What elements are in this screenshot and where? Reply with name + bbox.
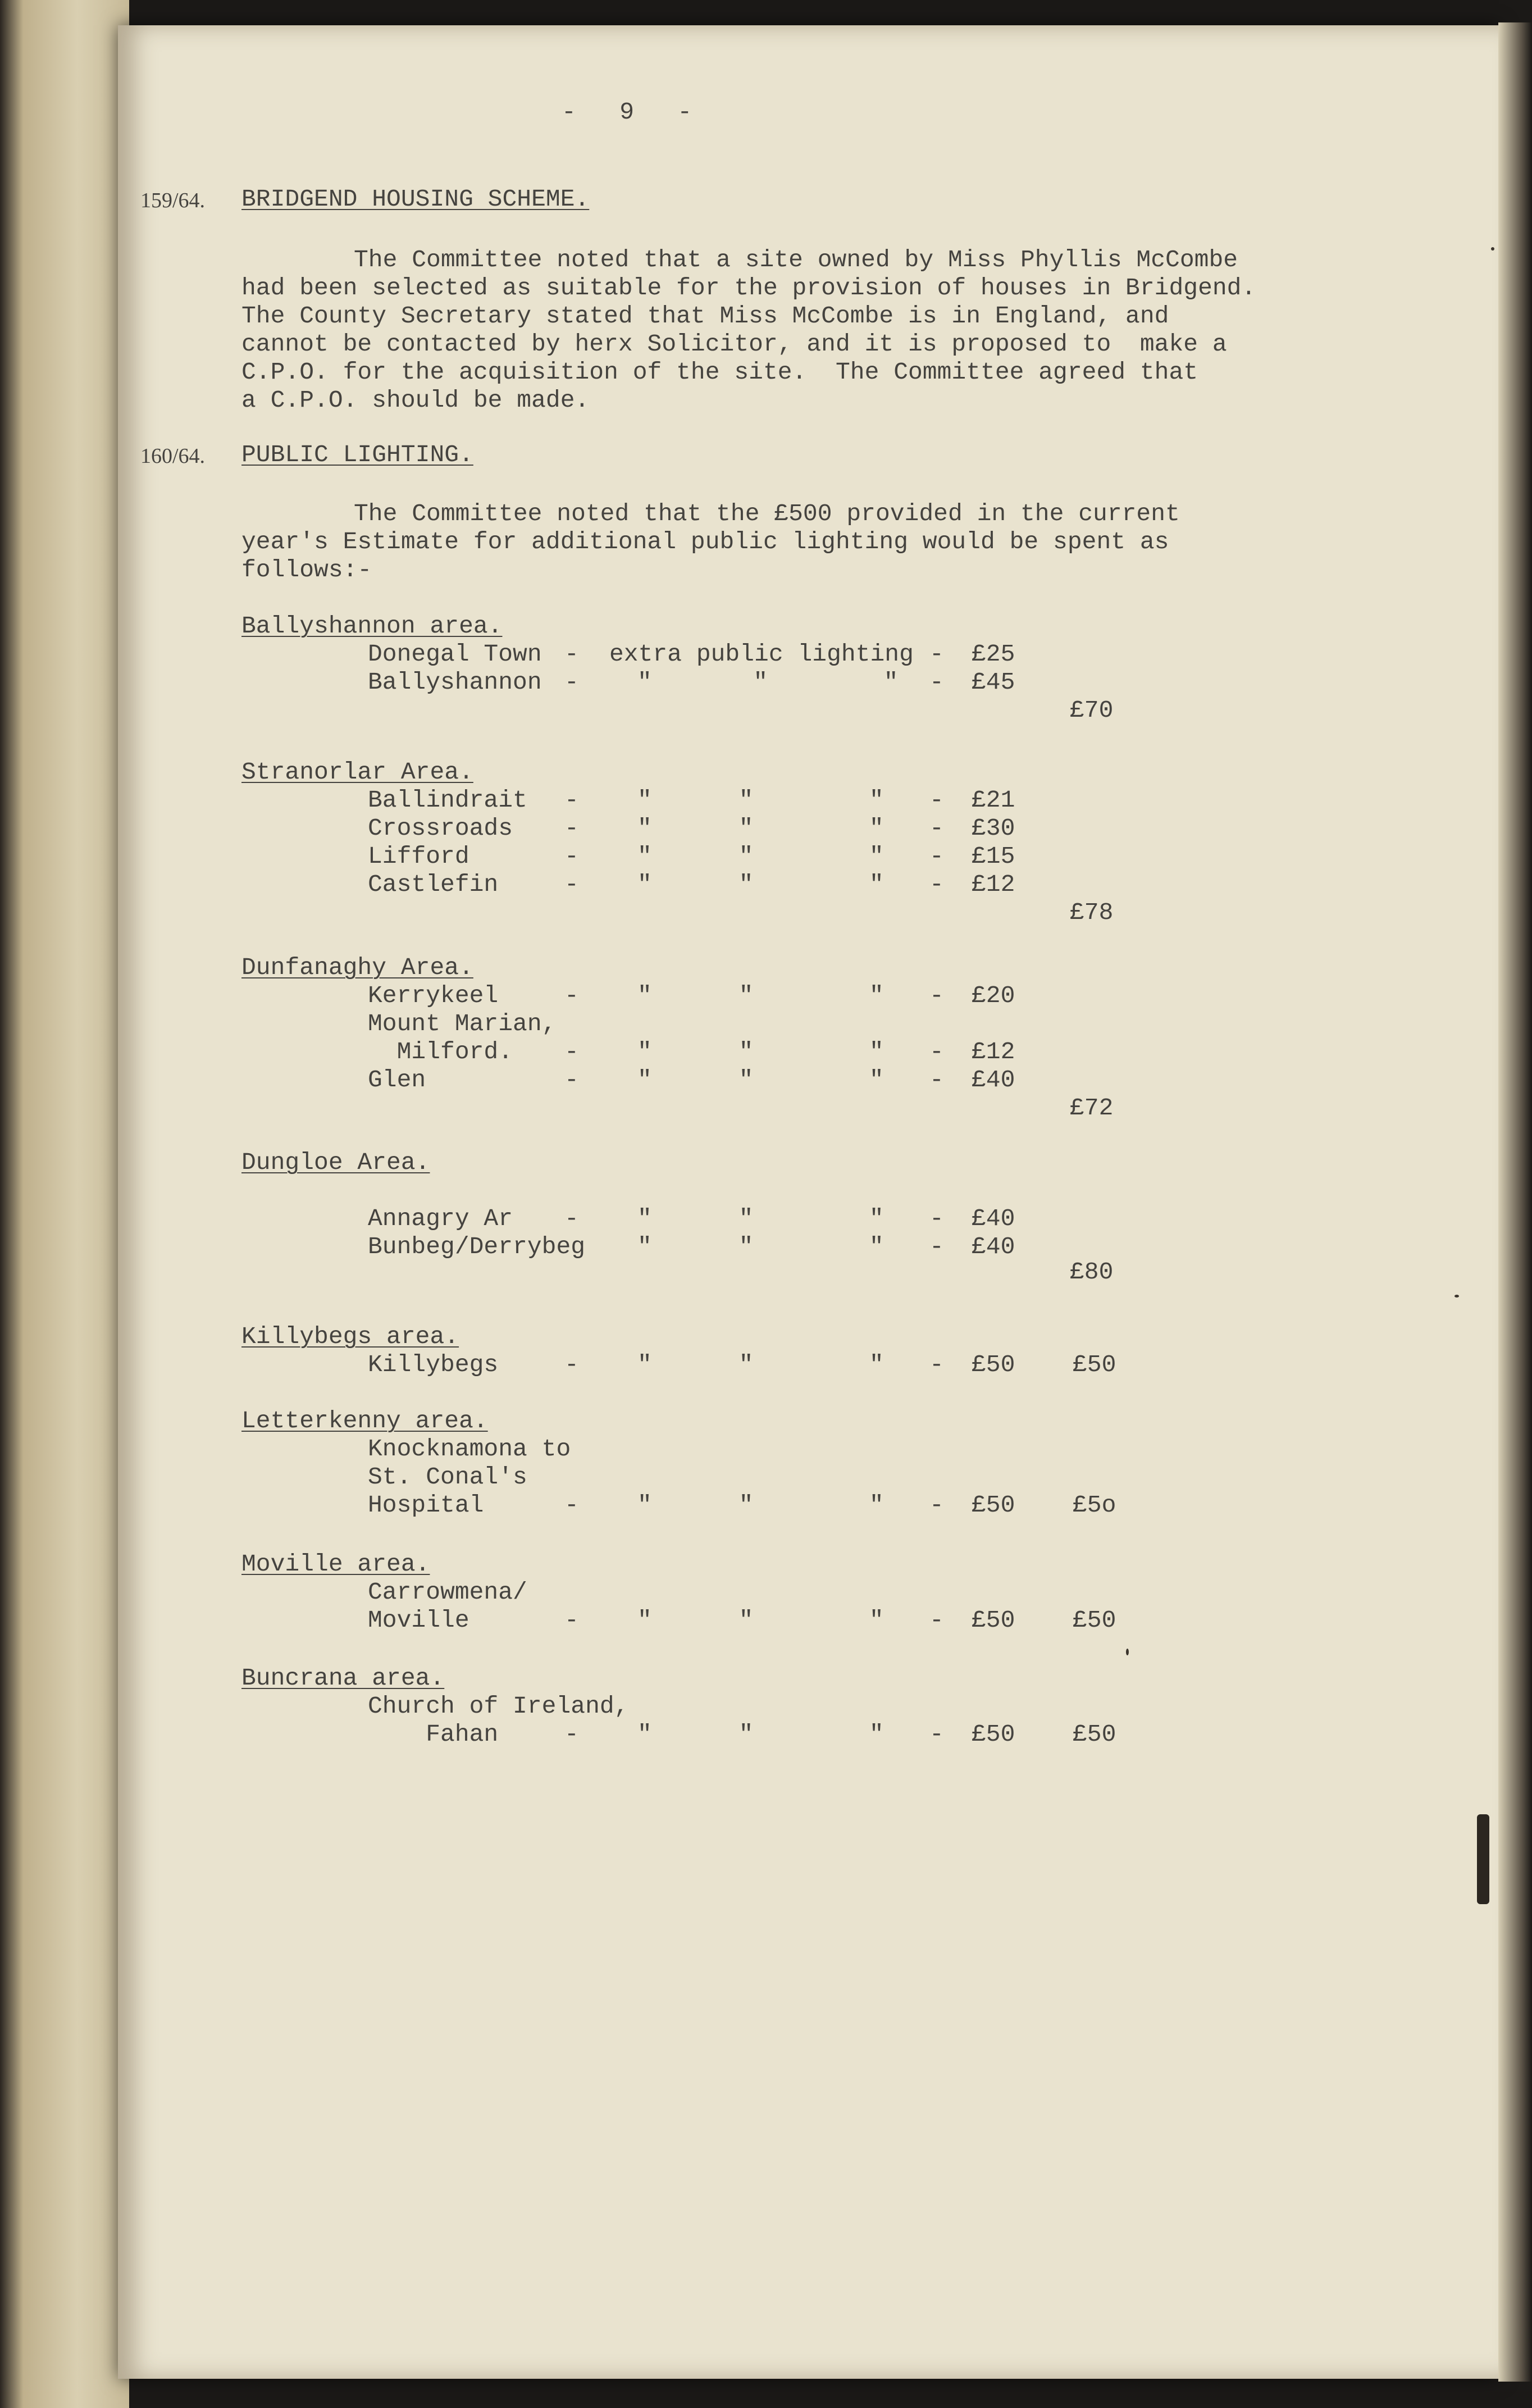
dash: - — [564, 1066, 579, 1094]
description: " " " — [637, 1720, 884, 1748]
dash: - — [929, 1038, 944, 1066]
amount: £21 — [972, 786, 1015, 814]
amount: £20 — [972, 982, 1015, 1009]
description: " " " — [637, 1606, 884, 1634]
dash: - — [929, 786, 944, 814]
page-number: - 9 - — [562, 98, 692, 126]
place-name: Fahan — [368, 1720, 499, 1748]
dash: - — [929, 871, 944, 898]
amount: £50 — [972, 1351, 1015, 1378]
minute-ref: 160/64. — [140, 444, 206, 468]
area-heading: Dungloe Area. — [241, 1149, 430, 1176]
dash: - — [564, 843, 579, 870]
dash: - — [564, 786, 579, 814]
area-heading: Ballyshannon area. — [241, 612, 503, 640]
dash: - — [929, 843, 944, 870]
description: " " " — [637, 1491, 884, 1519]
amount: £12 — [972, 1038, 1015, 1066]
dash: - — [564, 814, 579, 842]
area-heading: Killybegs area. — [241, 1323, 459, 1350]
amount: £45 — [972, 668, 1015, 696]
description: " " " — [637, 1351, 884, 1378]
dash: - — [929, 982, 944, 1009]
amount: £30 — [972, 814, 1015, 842]
dash: - — [929, 640, 944, 668]
area-heading: Moville area. — [241, 1550, 430, 1578]
area-total: £50 — [1073, 1606, 1116, 1634]
dash: - — [564, 1606, 579, 1634]
place-name: Church of Ireland, — [368, 1692, 629, 1720]
place-name: Carrowmena/ — [368, 1578, 527, 1606]
amount: £50 — [972, 1606, 1015, 1634]
page-right-edge — [1498, 22, 1532, 2382]
paragraph-line: follows:- — [241, 556, 372, 584]
binding-edge — [0, 0, 129, 2408]
amount: £12 — [972, 871, 1015, 898]
paragraph-line: The County Secretary stated that Miss McCombe is in England, and — [241, 302, 1169, 330]
paragraph-line: The Committee noted that a site owned by Miss Phyllis McCombe — [354, 246, 1238, 274]
dash: - — [564, 982, 579, 1009]
description: " " " — [637, 786, 884, 814]
area-total: £5o — [1073, 1491, 1116, 1519]
scan-speck — [1126, 1649, 1129, 1655]
area-total: £50 — [1073, 1720, 1116, 1748]
dash: - — [564, 871, 579, 898]
scan-speck — [1455, 1295, 1459, 1298]
place-name: Annagry Ar — [368, 1205, 513, 1232]
minute-ref: 159/64. — [140, 189, 206, 212]
dash: - — [929, 668, 944, 696]
place-name: Bunbeg/Derrybeg — [368, 1233, 586, 1260]
description: " " " — [637, 1205, 884, 1232]
dash: - — [564, 668, 579, 696]
place-name: Killybegs — [368, 1351, 499, 1378]
paragraph-line: year's Estimate for additional public lighting would be spent as — [241, 528, 1169, 556]
dash: - — [564, 1205, 579, 1232]
area-total: £80 — [1070, 1258, 1114, 1286]
dash: - — [929, 1205, 944, 1232]
dash: - — [564, 640, 579, 668]
place-name: Hospital — [368, 1491, 484, 1519]
amount: £50 — [972, 1491, 1015, 1519]
description: " " " — [637, 843, 884, 870]
place-name: Crossroads — [368, 814, 513, 842]
dash: - — [929, 1233, 944, 1260]
place-name: Kerrykeel — [368, 982, 499, 1009]
dash: - — [929, 1066, 944, 1094]
amount: £40 — [972, 1233, 1015, 1260]
paragraph-line: cannot be contacted by herx Solicitor, and it is proposed to make a — [241, 330, 1227, 358]
description: " " " — [637, 871, 884, 898]
dash: - — [929, 1491, 944, 1519]
description: " " " — [637, 1038, 884, 1066]
place-name: Castlefin — [368, 871, 499, 898]
amount: £25 — [972, 640, 1015, 668]
description: " " " — [637, 668, 899, 696]
area-total: £70 — [1070, 697, 1114, 724]
paragraph-line: The Committee noted that the £500 provided in the current — [354, 500, 1180, 527]
dash: - — [564, 1351, 579, 1378]
place-name: St. Conal's — [368, 1463, 527, 1491]
paragraph-line: a C.P.O. should be made. — [241, 386, 590, 414]
area-heading: Stranorlar Area. — [241, 758, 473, 786]
dash: - — [564, 1491, 579, 1519]
description: " " " — [637, 982, 884, 1009]
section-heading: BRIDGEND HOUSING SCHEME. — [241, 185, 590, 213]
place-name: Milford. — [368, 1038, 513, 1066]
place-name: Glen — [368, 1066, 426, 1094]
amount: £40 — [972, 1066, 1015, 1094]
place-name: Knocknamona to — [368, 1435, 571, 1463]
area-total: £50 — [1073, 1351, 1116, 1378]
dash: - — [929, 1351, 944, 1378]
place-name: Ballindrait — [368, 786, 527, 814]
dash: - — [564, 1720, 579, 1748]
description: " " " — [637, 1233, 884, 1260]
dash: - — [929, 1606, 944, 1634]
description: " " " — [637, 814, 884, 842]
place-name: Donegal Town — [368, 640, 542, 668]
dash: - — [929, 1720, 944, 1748]
area-heading: Dunfanaghy Area. — [241, 954, 473, 981]
scan-speck — [1491, 247, 1494, 251]
area-heading: Buncrana area. — [241, 1664, 445, 1692]
section-heading: PUBLIC LIGHTING. — [241, 441, 473, 468]
amount: £50 — [972, 1720, 1015, 1748]
area-total: £78 — [1070, 899, 1114, 926]
area-heading: Letterkenny area. — [241, 1407, 488, 1435]
place-name: Moville — [368, 1606, 469, 1634]
place-name: Ballyshannon — [368, 668, 542, 696]
place-name: Mount Marian, — [368, 1010, 557, 1037]
paragraph-line: had been selected as suitable for the provision of houses in Bridgend. — [241, 274, 1256, 302]
paragraph-line: C.P.O. for the acquisition of the site. The Committee agreed that — [241, 358, 1198, 386]
amount: £15 — [972, 843, 1015, 870]
scan-speck — [1477, 1814, 1489, 1904]
place-name: Lifford — [368, 843, 469, 870]
description: " " " — [637, 1066, 884, 1094]
amount: £40 — [972, 1205, 1015, 1232]
description: extra public lighting — [609, 640, 914, 668]
area-total: £72 — [1070, 1094, 1114, 1122]
dash: - — [929, 814, 944, 842]
dash: - — [564, 1038, 579, 1066]
